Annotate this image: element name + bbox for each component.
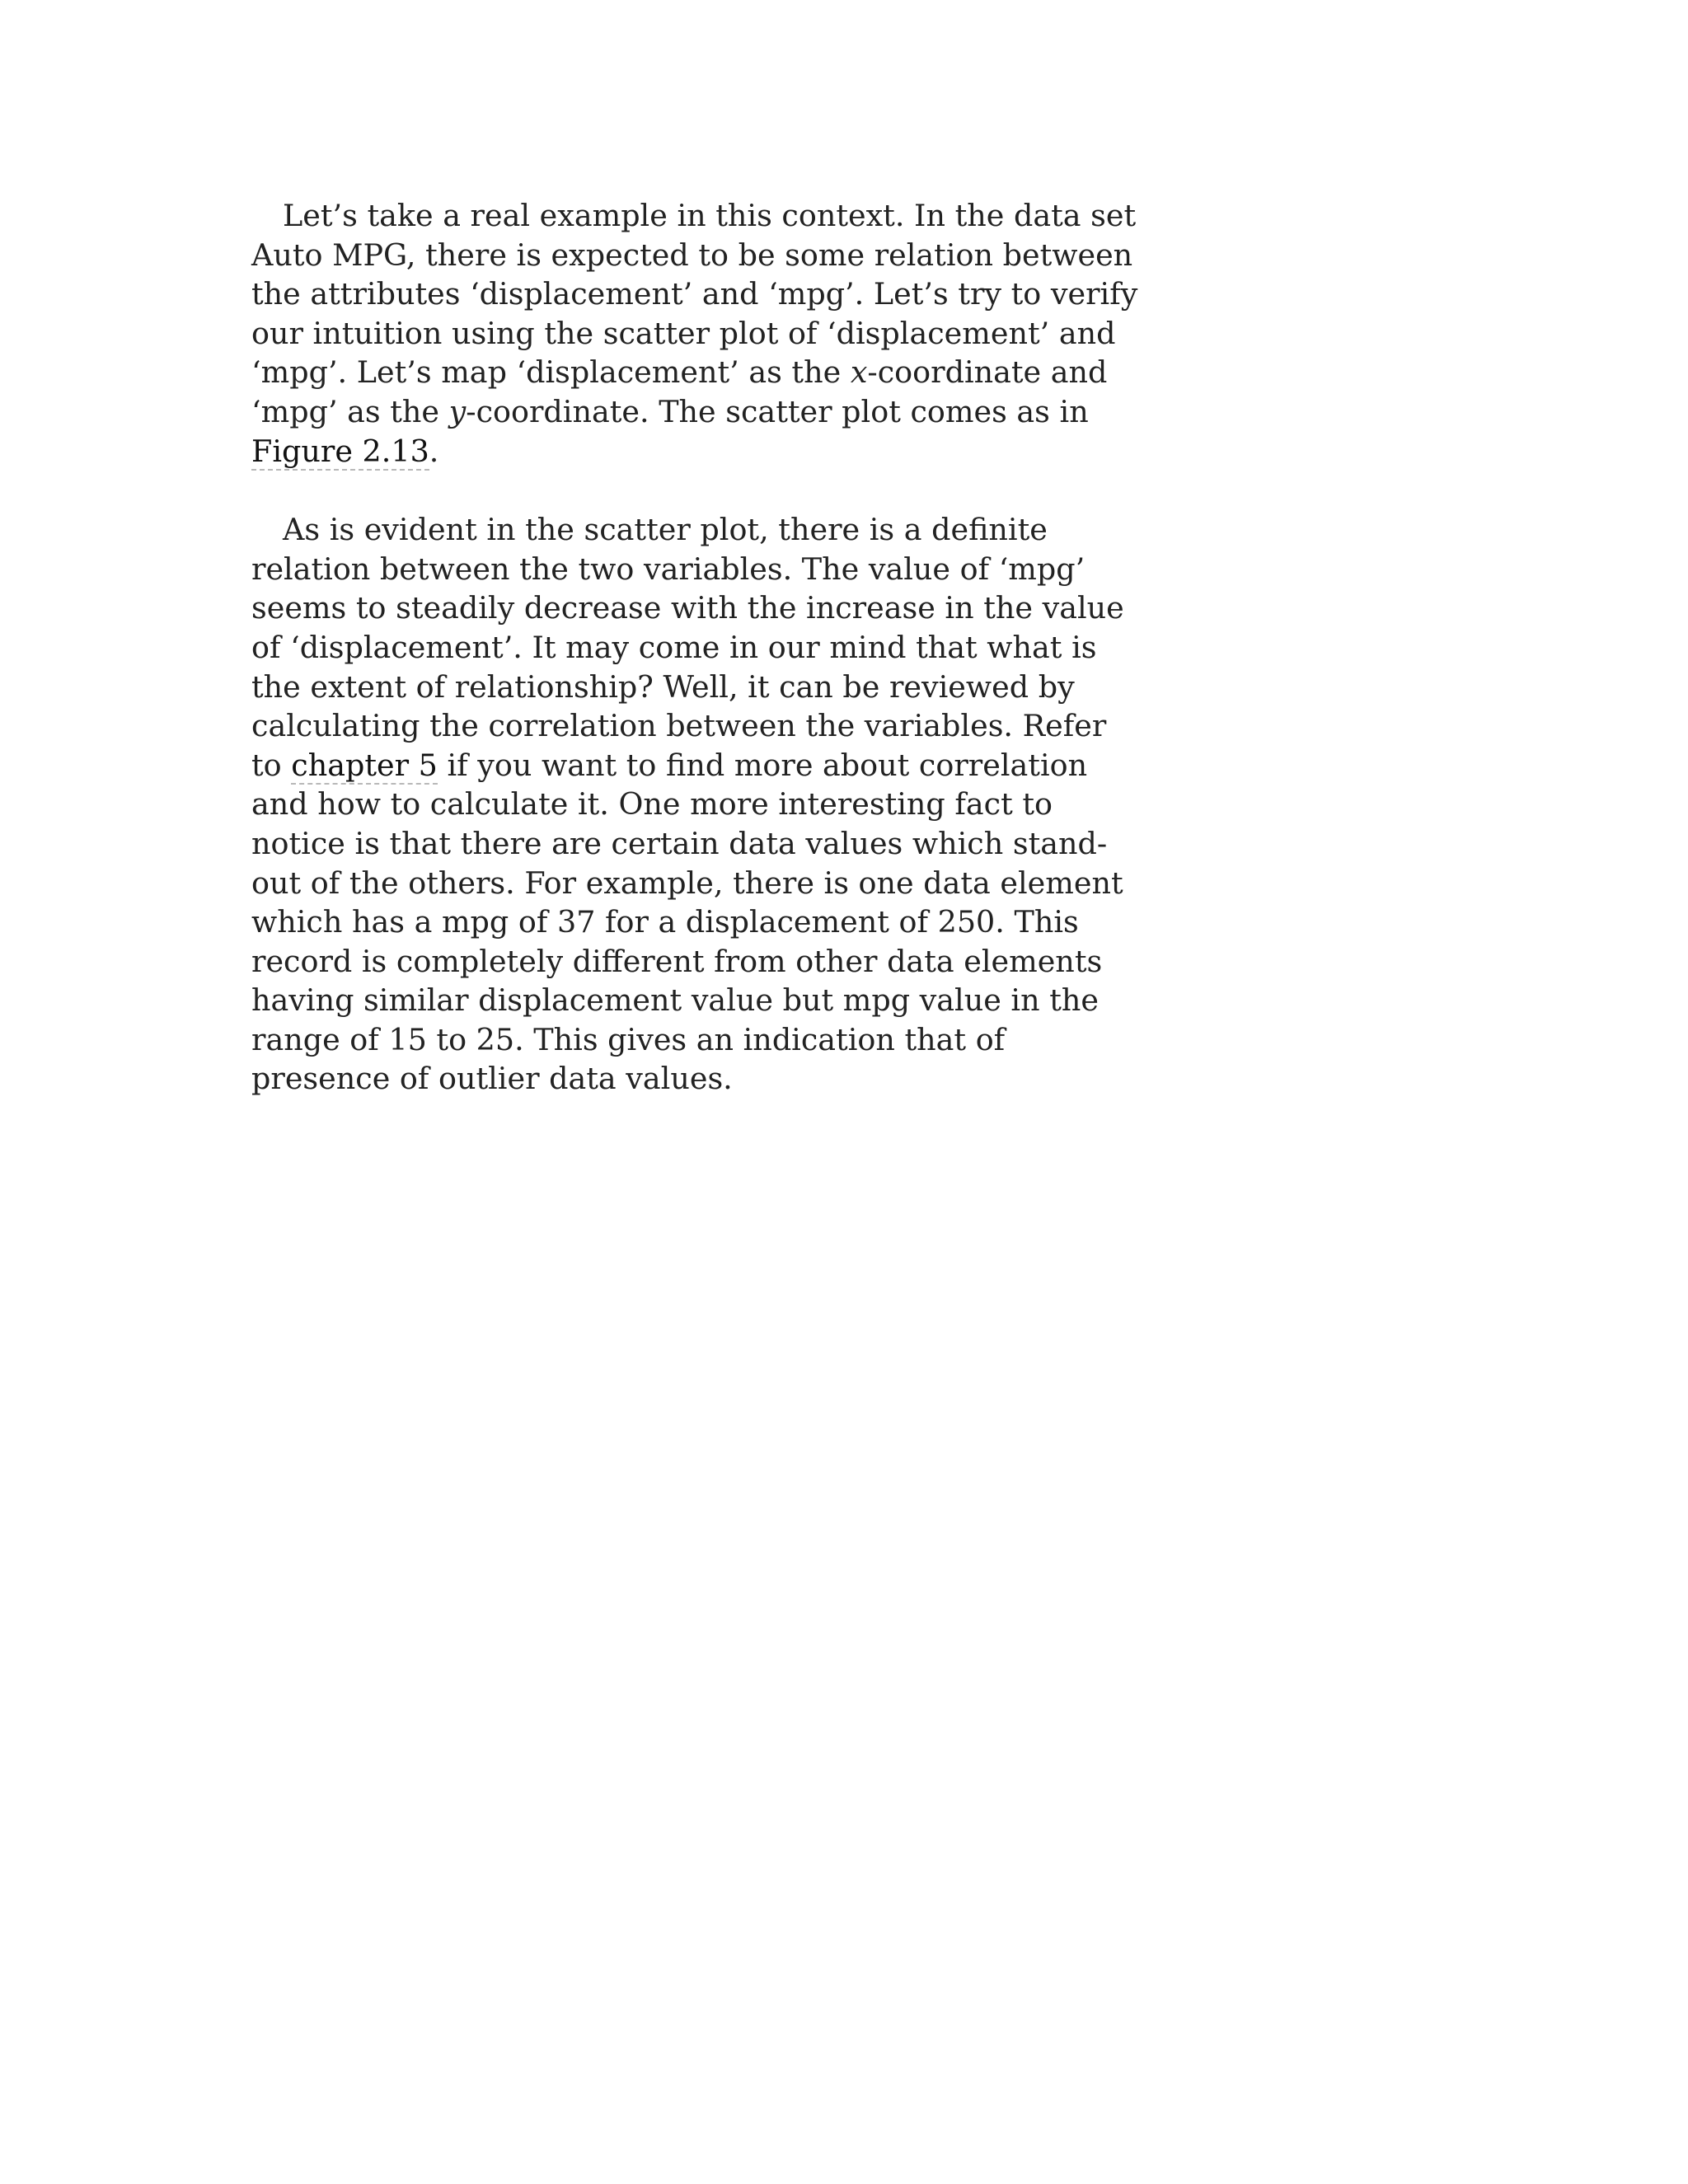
chapter-link[interactable]: chapter 5: [291, 747, 438, 783]
text-fragment: ‘mpg’. Let’s map ‘displacement’ as the: [251, 354, 851, 391]
text-line: Let’s take a real example in this context. In the data set: [283, 198, 1137, 233]
page-content: [251, 196, 1138, 1138]
paragraph-1: [251, 196, 1138, 471]
italic-variable-x: x: [850, 354, 868, 391]
text-line: having similar displacement value but mpg value in the: [251, 982, 1099, 1019]
text-line: [251, 353, 1108, 392]
text-fragment: .: [429, 433, 439, 469]
text-fragment: if you want to find more about correlation: [437, 747, 1088, 783]
text-line: notice is that there are certain data values which stand-: [251, 825, 1108, 861]
text-line: As is evident in the scatter plot, there is a definite: [283, 512, 1048, 548]
text-fragment: -coordinate. The scatter plot comes as in: [466, 393, 1089, 429]
paragraph-2: [251, 510, 1124, 1099]
text-line: presence of outlier data values.: [251, 1061, 733, 1097]
text-line: [251, 746, 1088, 785]
italic-variable-y: y: [448, 393, 467, 429]
text-line: record is completely different from other data elements: [251, 943, 1103, 979]
text-fragment: to: [251, 747, 292, 783]
text-line: [251, 432, 1034, 471]
text-line: which has a mpg of 37 for a displacement of 250. This: [251, 904, 1079, 940]
text-line: [251, 392, 1089, 432]
text-line: seems to steadily decrease with the increase in the value: [251, 590, 1124, 626]
text-line: and how to calculate it. One more interesting fact to: [251, 786, 1053, 823]
text-fragment: -coordinate and: [867, 354, 1108, 391]
text-fragment: ‘mpg’ as the: [251, 393, 449, 429]
text-line: the attributes ‘displacement’ and ‘mpg’. Let’s try to verify: [251, 276, 1138, 312]
figure-link[interactable]: Figure 2.13: [251, 433, 429, 469]
text-line: the extent of relationship? Well, it can be reviewed by: [251, 668, 1075, 705]
text-line: range of 15 to 25. This gives an indication that of: [251, 1021, 1006, 1057]
text-line: of ‘displacement’. It may come in our mind that what is: [251, 629, 1097, 665]
text-line: Auto MPG, there is expected to be some relation between: [251, 237, 1133, 273]
text-line: relation between the two variables. The value of ‘mpg’: [251, 551, 1085, 587]
text-line: our intuition using the scatter plot of ‘displacement’ and: [251, 315, 1116, 351]
text-line: out of the others. For example, there is one data element: [251, 865, 1123, 901]
text-line: calculating the correlation between the variables. Refer: [251, 708, 1107, 744]
